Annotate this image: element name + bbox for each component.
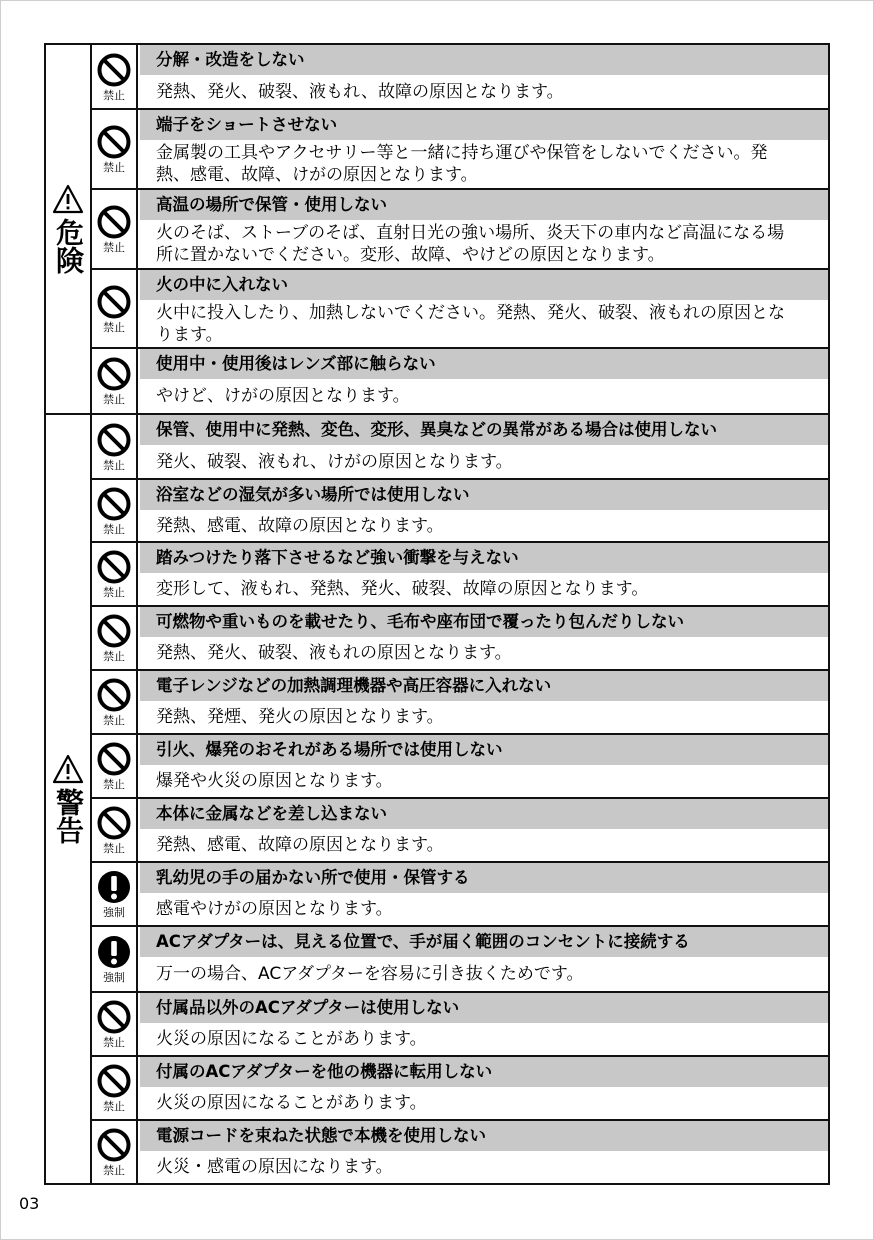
- item-description-text: 感電やけがの原因となります。: [156, 899, 393, 919]
- item-icon-label: 禁止: [103, 458, 125, 472]
- item-heading: 火の中に入れない: [140, 270, 828, 300]
- item-description: [140, 300, 828, 347]
- item-heading: 可燃物や重いものを載せたり、毛布や座布団で覆ったり包んだりしない: [140, 607, 828, 637]
- prohibited-icon: [96, 549, 132, 585]
- item-description: [140, 1023, 828, 1055]
- page-number: 03: [19, 1194, 40, 1213]
- item-icon-cell: [92, 1057, 138, 1119]
- prohibited-icon: [96, 52, 132, 88]
- item-heading: 付属のACアダプターを他の機器に転用しない: [140, 1057, 828, 1087]
- safety-item: [92, 991, 828, 1055]
- prohibited-icon: [96, 1063, 132, 1099]
- item-heading: 分解・改造をしない: [140, 45, 828, 75]
- safety-item: [92, 108, 828, 188]
- safety-item: [92, 733, 828, 797]
- category-danger-label: 危険: [52, 218, 85, 274]
- prohibited-icon: [96, 284, 132, 320]
- item-icon-label: 禁止: [103, 650, 125, 663]
- safety-item: [92, 541, 828, 605]
- safety-item: [92, 669, 828, 733]
- item-description: [140, 765, 828, 797]
- item-description-text: 発熱、感電、故障の原因となります。: [156, 515, 444, 536]
- item-description: [140, 957, 828, 991]
- safety-item: [92, 268, 828, 347]
- item-heading: 付属品以外のACアダプターは使用しない: [140, 993, 828, 1023]
- safety-item: [92, 478, 828, 541]
- item-icon-cell: [92, 993, 138, 1055]
- item-icon-label: 禁止: [103, 1036, 125, 1049]
- item-description-text: 発熱、発煙、発火の原因となります。: [156, 707, 444, 727]
- safety-item: [92, 925, 828, 991]
- prohibited-icon: [96, 486, 132, 522]
- item-icon-label: 禁止: [103, 714, 125, 727]
- item-heading: 電源コードを束ねた状態で本機を使用しない: [140, 1121, 828, 1151]
- item-description: [140, 379, 828, 413]
- item-description: [140, 701, 828, 733]
- prohibited-icon: [96, 422, 132, 458]
- item-heading: 電子レンジなどの加熱調理機器や高圧容器に入れない: [140, 671, 828, 701]
- item-description-text: 火災・感電の原因になります。: [156, 1157, 393, 1177]
- mandatory-icon: [96, 869, 132, 905]
- item-heading: 踏みつけたり落下させるなど強い衝撃を与えない: [140, 543, 828, 573]
- prohibited-icon: [96, 1127, 132, 1163]
- item-icon-cell: [92, 927, 138, 991]
- safety-item: [92, 188, 828, 268]
- prohibited-icon: [96, 356, 132, 392]
- prohibited-icon: [96, 805, 132, 841]
- item-description-text: 発熱、発火、破裂、液もれ、故障の原因となります。: [156, 81, 564, 102]
- item-icon-label: 禁止: [103, 320, 125, 334]
- safety-item: [92, 605, 828, 669]
- item-heading: ACアダプターは、見える位置で、手が届く範囲のコンセントに接続する: [140, 927, 828, 957]
- item-icon-cell: [92, 863, 138, 925]
- prohibited-icon: [96, 124, 132, 160]
- item-description: [140, 829, 828, 861]
- item-icon-label: 禁止: [103, 842, 125, 855]
- item-description-text: 発火、破裂、液もれ、けがの原因となります。: [156, 451, 513, 472]
- item-description: [140, 75, 828, 108]
- item-heading: 乳幼児の手の届かない所で使用・保管する: [140, 863, 828, 893]
- item-description-text: 発熱、発火、破裂、液もれの原因となります。: [156, 643, 512, 663]
- item-icon-label: 強制: [103, 971, 125, 984]
- item-heading: 本体に金属などを差し込まない: [140, 799, 828, 829]
- item-description: [140, 573, 828, 605]
- item-icon-cell: [92, 415, 138, 478]
- item-description-text: 火災の原因になることがあります。: [156, 1029, 427, 1049]
- item-heading: 浴室などの湿気が多い場所では使用しない: [140, 480, 828, 510]
- item-icon-label: 禁止: [103, 778, 125, 791]
- item-icon-label: 強制: [103, 906, 125, 919]
- item-icon-label: 禁止: [103, 241, 125, 254]
- item-description: [140, 893, 828, 925]
- item-icon-label: 禁止: [103, 88, 125, 102]
- item-icon-cell: [92, 480, 138, 541]
- item-description: [140, 445, 828, 478]
- item-icon-cell: [92, 110, 138, 188]
- item-description: [140, 220, 828, 268]
- safety-item: [92, 1055, 828, 1119]
- mandatory-icon: [96, 934, 132, 970]
- item-description-text: 発熱、感電、故障の原因となります。: [156, 835, 444, 855]
- safety-table: [44, 43, 830, 1185]
- item-icon-cell: [92, 190, 138, 268]
- safety-item: [92, 413, 828, 478]
- category-danger: [46, 45, 92, 413]
- category-warning-label: 警告: [52, 788, 85, 844]
- item-icon-label: 禁止: [103, 393, 125, 406]
- item-icon-label: 禁止: [103, 586, 125, 599]
- item-description: [140, 637, 828, 669]
- item-description: [140, 1087, 828, 1119]
- item-icon-label: 禁止: [103, 522, 125, 536]
- prohibited-icon: [96, 204, 132, 240]
- item-icon-cell: [92, 45, 138, 108]
- item-description-text: 火中に投入したり、加熱しないでください。発熱、発火、破裂、液もれの原因となります。: [156, 302, 785, 345]
- item-description: [140, 140, 828, 188]
- item-description: [140, 1151, 828, 1183]
- item-description-text: 火のそば、ストーブのそば、直射日光の強い場所、炎天下の車内など高温になる場所に置かないでください。変形、故障、やけどの原因となります。: [156, 223, 785, 265]
- safety-item: [92, 797, 828, 861]
- prohibited-icon: [96, 677, 132, 713]
- item-description-text: 火災の原因になることがあります。: [156, 1093, 427, 1113]
- prohibited-icon: [96, 613, 132, 649]
- item-description: [140, 510, 828, 541]
- item-icon-cell: [92, 349, 138, 413]
- item-icon-label: 禁止: [103, 161, 125, 174]
- safety-item: [92, 45, 828, 108]
- item-heading: 保管、使用中に発熱、変色、変形、異臭などの異常がある場合は使用しない: [140, 415, 828, 445]
- item-heading: 引火、爆発のおそれがある場所では使用しない: [140, 735, 828, 765]
- item-icon-cell: [92, 607, 138, 669]
- warning-triangle-icon: [52, 754, 84, 784]
- item-icon-label: 禁止: [103, 1164, 125, 1177]
- item-icon-cell: [92, 543, 138, 605]
- item-heading: 端子をショートさせない: [140, 110, 828, 140]
- warning-triangle-icon: [52, 184, 84, 214]
- prohibited-icon: [96, 741, 132, 777]
- item-description-text: やけど、けがの原因となります。: [156, 386, 410, 406]
- safety-item: [92, 1119, 828, 1183]
- item-heading: 高温の場所で保管・使用しない: [140, 190, 828, 220]
- item-icon-label: 禁止: [103, 1100, 125, 1113]
- item-description-text: 万一の場合、ACアダプターを容易に引き抜くためです。: [156, 964, 584, 984]
- item-icon-cell: [92, 1121, 138, 1183]
- item-description-text: 変形して、液もれ、発熱、発火、破裂、故障の原因となります。: [156, 579, 649, 599]
- item-description-text: 金属製の工具やアクセサリー等と一緒に持ち運びや保管をしないでください。発熱、感電、故障、けがの原因となります。: [156, 143, 768, 185]
- item-description-text: 爆発や火災の原因となります。: [156, 771, 393, 791]
- category-warning: [46, 415, 92, 1183]
- item-icon-cell: [92, 799, 138, 861]
- item-heading: 使用中・使用後はレンズ部に触らない: [140, 349, 828, 379]
- prohibited-icon: [96, 999, 132, 1035]
- item-icon-cell: [92, 270, 138, 347]
- item-icon-cell: [92, 671, 138, 733]
- item-icon-cell: [92, 735, 138, 797]
- safety-item: [92, 861, 828, 925]
- safety-item: [92, 347, 828, 413]
